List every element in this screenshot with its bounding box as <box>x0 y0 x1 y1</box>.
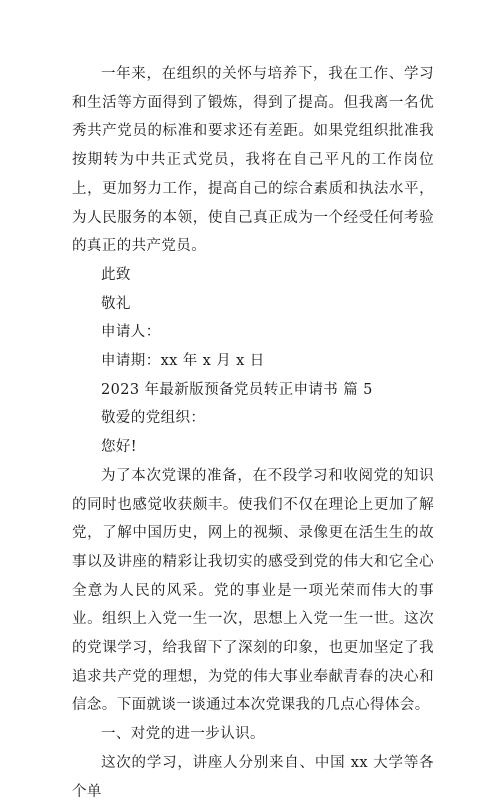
salutation: 敬爱的党组织： <box>101 410 206 427</box>
paragraph-commitment: 一年来，在组织的关怀与培养下，我在工作、学习和生活等方面得到了锻炼，得到了提高。但我离一名优秀共产党员的标准和要求还有差距。如果党组织批准我按期转为中共正式党员，我将在自己平凡的工作岗位上，更加努力工作，提高自己的综合素质和执法水平，为人民服务的本领，使自己真正成为一个经受任何考验的真正的共产党员。 <box>72 66 434 255</box>
paragraph-study: 这次的学习，讲座人分别来自、中国 xx 大学等各个单 <box>72 754 434 800</box>
document-body <box>72 60 434 806</box>
closing-salute-1: 此致 <box>101 266 131 283</box>
paragraph-party-lesson: 为了本次党课的准备，在不段学习和收阅党的知识的同时也感觉收获颇丰。使我们不仅在理论上更加了解党，了解中国历史，网上的视频、录像更在活生生的故事以及讲座的精彩让我切实的感受到党的伟大和它全心全意为人民的风采。党的事业是一项光荣而伟大的事业。组织上入党一生一次，思想上入党一生一世。这次的党课学习，给我留下了深刻的印象，也更加坚定了我追求共产党的理想，为党的伟大事业奉献青春的决心和信念。下面就谈一谈通过本次党课我的几点心得体会。 <box>72 467 434 714</box>
greeting: 您好! <box>101 439 138 456</box>
applicant-line: 申请人： <box>101 324 161 341</box>
section-heading-1: 一、对党的进一步认识。 <box>101 726 265 743</box>
application-date-line: 申请期：xx 年 x 月 x 日 <box>101 353 265 370</box>
closing-salute-2: 敬礼 <box>101 295 131 312</box>
section-title: 2023 年最新版预备党员转正申请书 篇 5 <box>101 381 373 398</box>
